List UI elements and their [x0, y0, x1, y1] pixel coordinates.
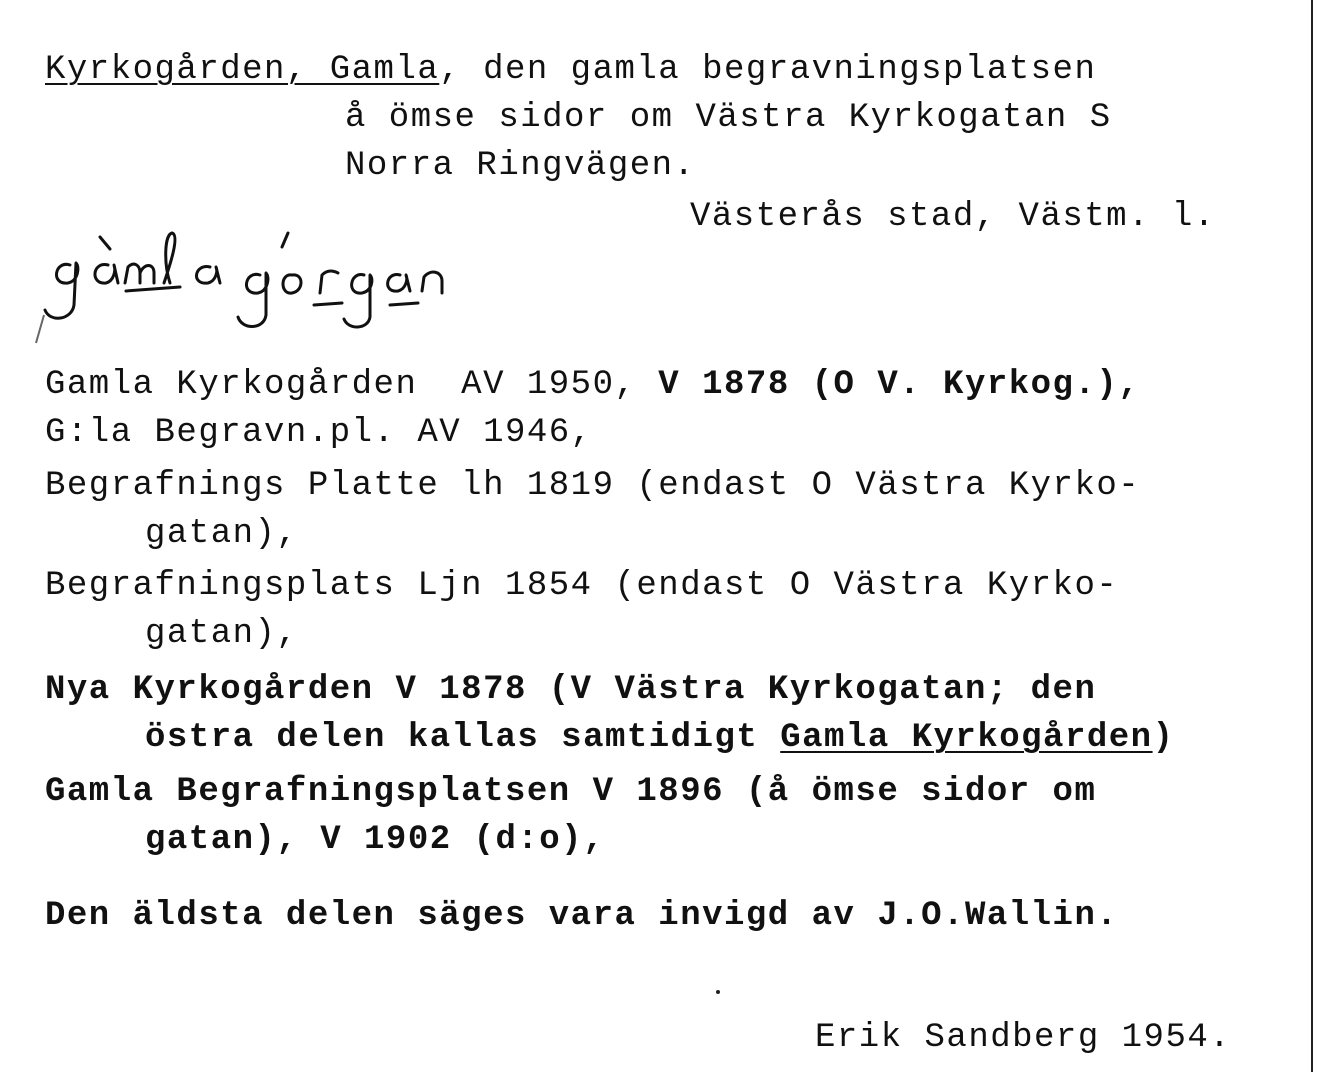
stray-dot: [716, 990, 720, 994]
nya-gamla-underlined: Gamla Kyrkogården: [780, 719, 1153, 757]
header-line-3: Norra Ringvägen.: [345, 147, 696, 185]
card-edge-line: [1311, 0, 1313, 1072]
nya-east-part: östra delen kallas samtidigt: [145, 719, 781, 757]
header-desc: , den gamla begravningsplatsen: [439, 51, 1097, 89]
header-line-1: [45, 50, 1096, 90]
handwritten-annotation: [30, 225, 630, 345]
entry-begrafningsplats: Begrafningsplats Ljn 1854 (endast O Västra Kyrko-: [45, 567, 1119, 605]
header-line-2: å ömse sidor om Västra Kyrkogatan S: [345, 99, 1112, 137]
entry-av1950: Gamla Kyrkogården AV 1950,: [45, 366, 637, 404]
header-place: Västerås stad, Västm. l.: [690, 198, 1216, 236]
historical-note: Den äldsta delen säges vara invigd av J.O.Wallin.: [45, 897, 1119, 935]
entry-v1878: V 1878 (O V. Kyrkog.),: [658, 366, 1141, 404]
signature: Erik Sandberg 1954.: [815, 1019, 1232, 1057]
entry-nya-kyrkogarden: Nya Kyrkogården V 1878 (V Västra Kyrkogatan; den: [45, 671, 1097, 709]
entry-gamla-begrafningsplatsen: Gamla Begrafningsplatsen V 1896 (å ömse sidor om: [45, 773, 1097, 811]
entry-gamla-kyrkogarden: [45, 365, 1140, 405]
entry-gla-begravnpl: G:la Begravn.pl. AV 1946,: [45, 414, 593, 452]
entry-begrafningsplats-cont: gatan),: [145, 615, 299, 653]
nya-close-paren: ): [1152, 719, 1175, 757]
header-name: Kyrkogården, Gamla: [45, 51, 440, 89]
entry-begrafnings-platte: Begrafnings Platte lh 1819 (endast O Västra Kyrko-: [45, 467, 1141, 505]
entry-gamla-begrafningsplatsen-cont: gatan), V 1902 (d:o),: [145, 821, 605, 859]
entry-begrafnings-platte-cont: gatan),: [145, 515, 299, 553]
entry-nya-kyrkogarden-cont: [145, 718, 1174, 758]
